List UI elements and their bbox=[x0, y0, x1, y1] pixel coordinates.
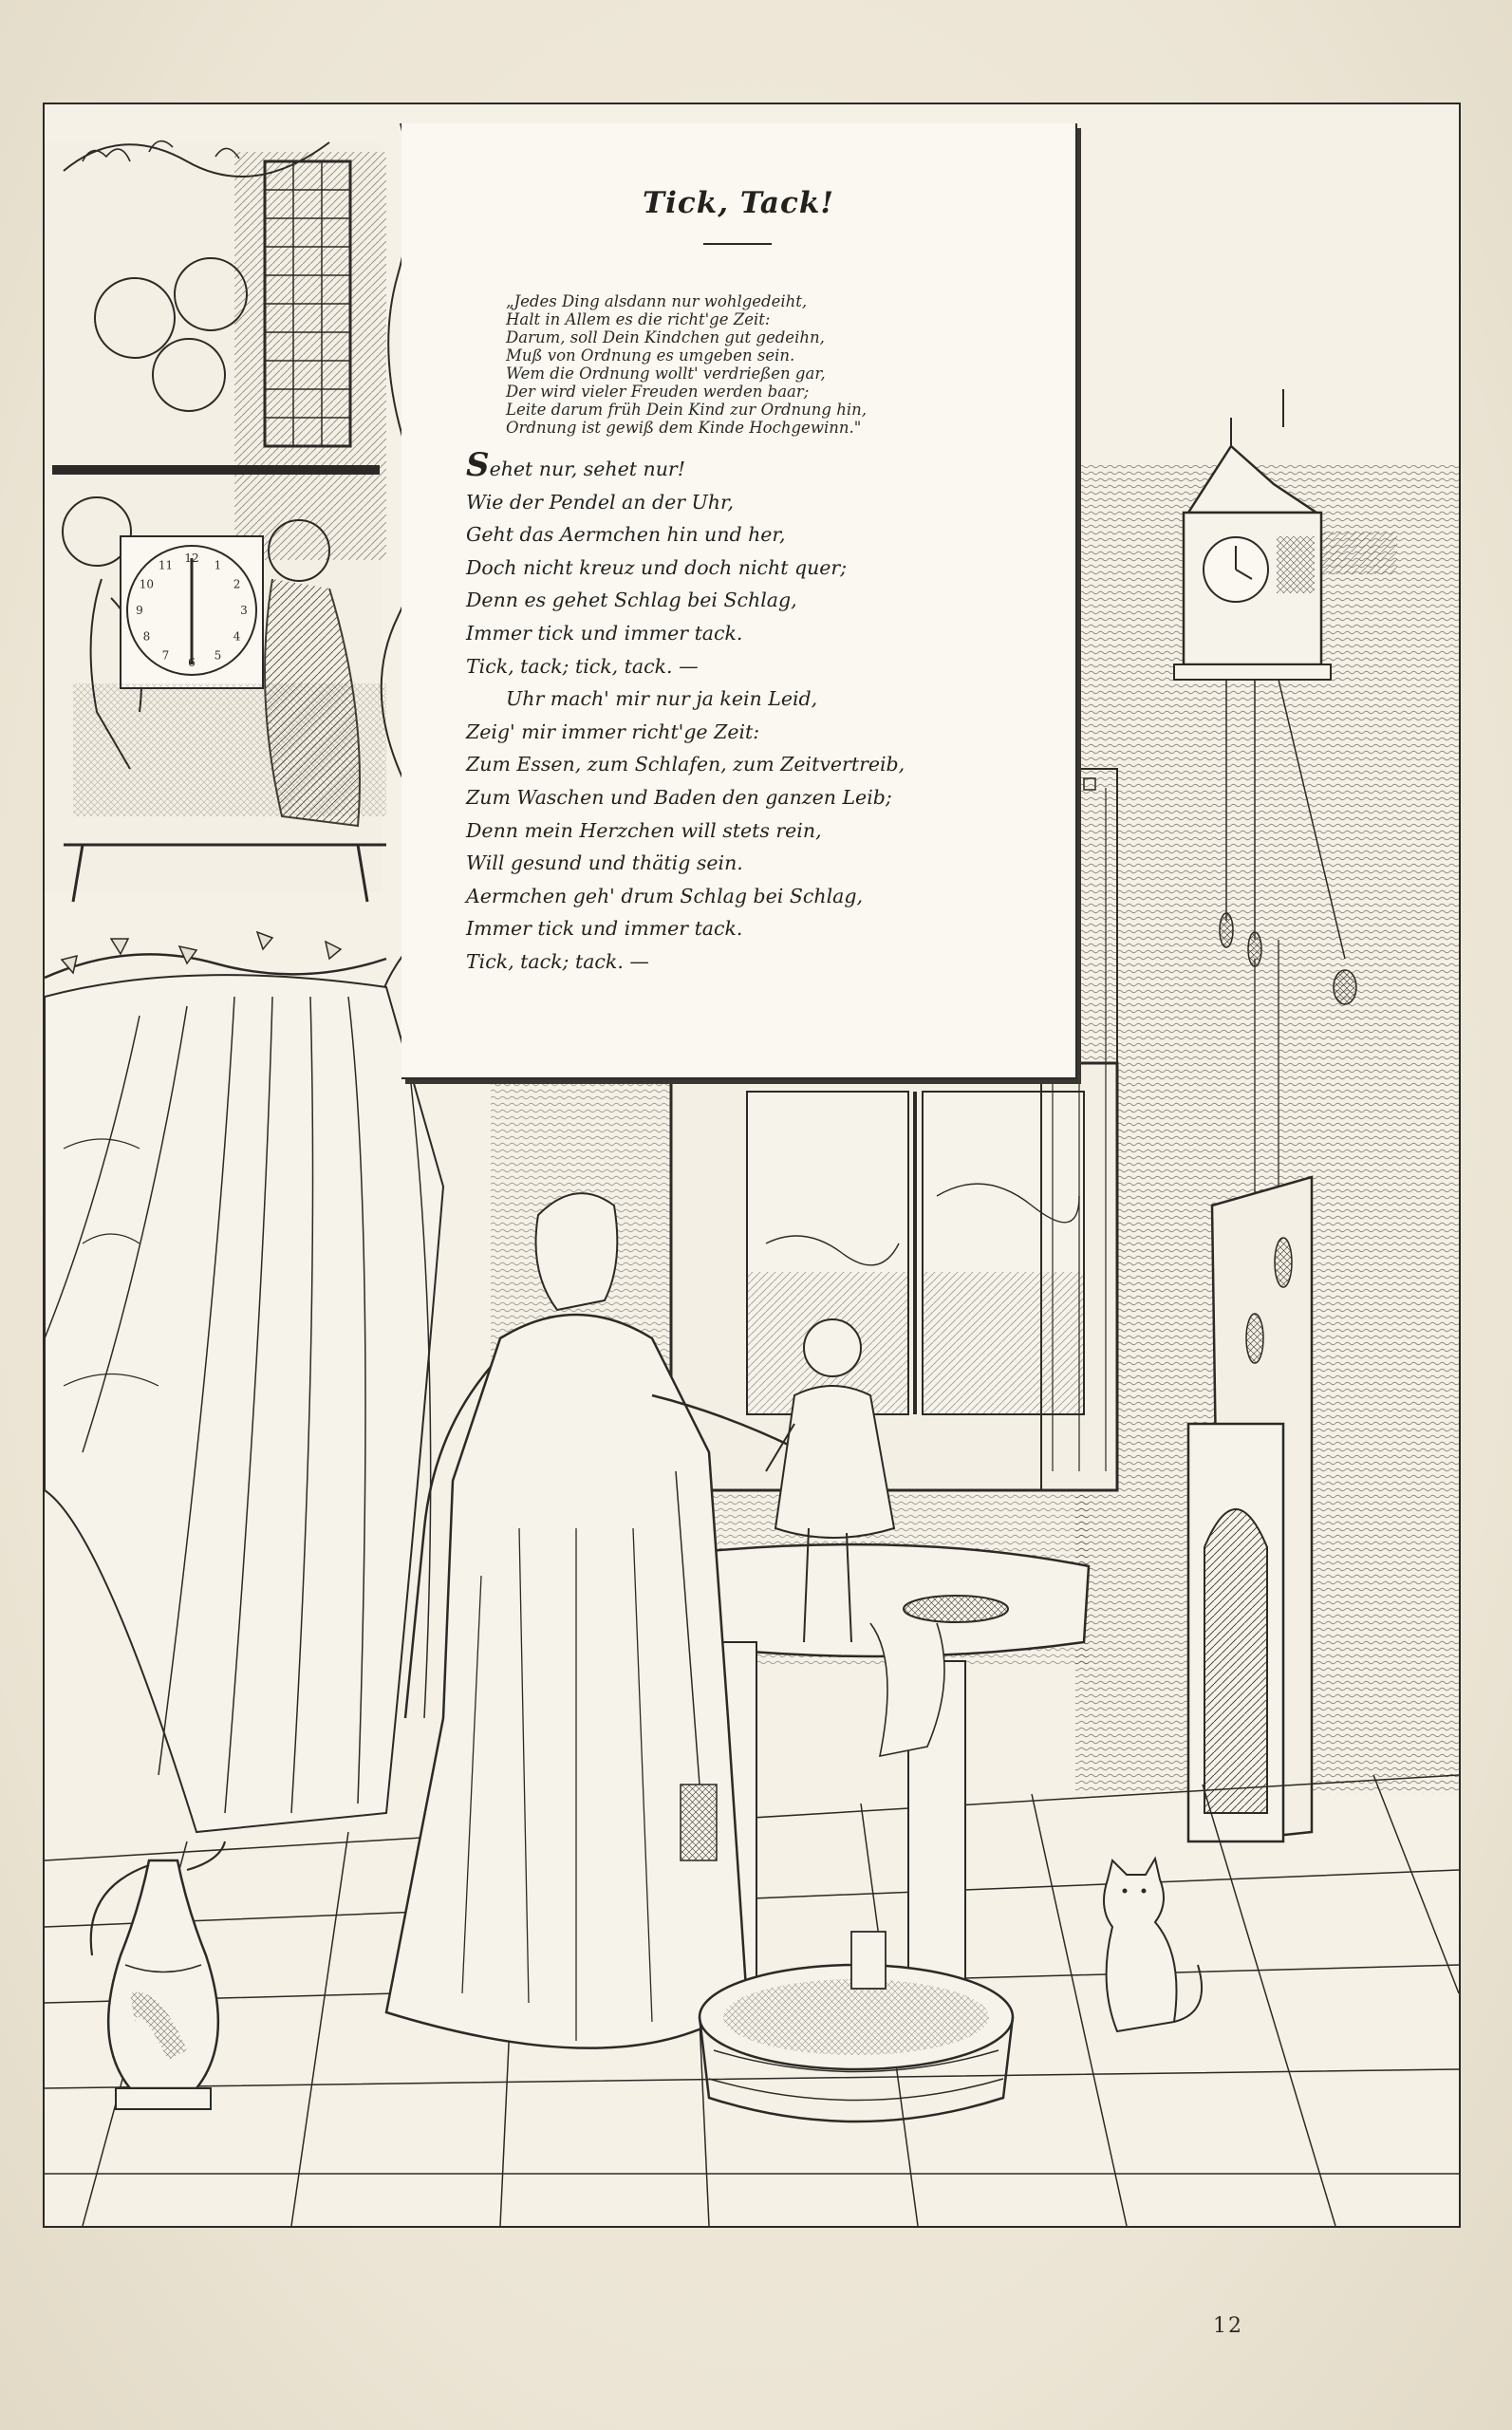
bed-curtains bbox=[45, 975, 443, 1832]
water-jug bbox=[91, 1841, 225, 2109]
motto-line: Halt in Allem es die richt'ge Zeit: bbox=[506, 310, 771, 328]
poem-title: Tick, Tack! bbox=[643, 186, 834, 220]
verse-line: Tick, tack; tack. — bbox=[466, 949, 649, 973]
motto-line: Der wird vieler Freuden werden baar; bbox=[506, 383, 810, 401]
verse-line: Aermchen geh' drum Schlag bei Schlag, bbox=[466, 884, 864, 907]
clock-numeral: 9 bbox=[136, 604, 143, 617]
clock-numeral: 10 bbox=[139, 577, 155, 591]
clock-numeral: 8 bbox=[142, 629, 151, 644]
clock-numeral: 1 bbox=[214, 558, 222, 572]
motto-line: Ordnung ist gewiß dem Kinde Hochgewinn." bbox=[506, 419, 862, 437]
verse-line: Will gesund und thätig sein. bbox=[466, 851, 743, 875]
clock-numeral: 7 bbox=[161, 648, 170, 663]
verse-line: Zum Waschen und Baden den ganzen Leib; bbox=[466, 785, 892, 809]
drop-cap: S bbox=[466, 446, 490, 484]
poem-panel bbox=[401, 123, 1077, 1079]
poem-motto bbox=[506, 292, 952, 437]
clock-numeral: 3 bbox=[240, 604, 248, 617]
vignette-children-clock bbox=[45, 141, 386, 978]
verse-line: Denn es gehet Schlag bei Schlag, bbox=[466, 589, 797, 612]
motto-line: Muß von Ordnung es umgeben sein. bbox=[506, 346, 795, 364]
verse-line: Tick, tack; tick, tack. — bbox=[466, 654, 699, 678]
motto-line: „Jedes Ding alsdann nur wohlgedeiht, bbox=[506, 292, 808, 310]
clock-numeral: 4 bbox=[233, 629, 241, 644]
verse-line: Immer tick und immer tack. bbox=[466, 621, 743, 645]
clock-numeral: 2 bbox=[233, 577, 241, 591]
verse-line: Immer tick und immer tack. bbox=[466, 917, 743, 941]
motto-line: Leite darum früh Dein Kind zur Ordnung hin, bbox=[506, 401, 868, 419]
verse-line: Zum Essen, zum Schlafen, zum Zeitvertreib, bbox=[466, 753, 905, 776]
verse-line: Doch nicht kreuz und doch nicht quer; bbox=[466, 555, 848, 579]
clock-numeral: 5 bbox=[214, 648, 222, 663]
title-rule bbox=[703, 243, 772, 245]
cat bbox=[1104, 1859, 1202, 2031]
clock-numeral: 12 bbox=[184, 551, 199, 565]
clock-numeral: 11 bbox=[158, 558, 174, 572]
clock-numeral: 6 bbox=[188, 656, 196, 669]
motto-line: Wem die Ordnung wollt' verdrießen gar, bbox=[506, 364, 826, 383]
verse-line: Uhr mach' mir nur ja kein Leid, bbox=[506, 687, 818, 711]
verse-line: Zeig' mir immer richt'ge Zeit: bbox=[466, 720, 760, 743]
engraving-plate bbox=[43, 103, 1461, 2228]
verse-line: Denn mein Herzchen will stets rein, bbox=[466, 818, 822, 842]
verse-line: Geht das Aermchen hin und her, bbox=[466, 523, 786, 547]
motto-line: Darum, soll Dein Kindchen gut gedeihn, bbox=[506, 328, 825, 346]
verse-line bbox=[466, 446, 998, 486]
page-number: 12 bbox=[1213, 2314, 1243, 2338]
poem-verse bbox=[466, 446, 998, 979]
verse-line: Wie der Pendel an der Uhr, bbox=[466, 490, 735, 514]
verse-line-text: ehet nur, sehet nur! bbox=[489, 458, 685, 480]
